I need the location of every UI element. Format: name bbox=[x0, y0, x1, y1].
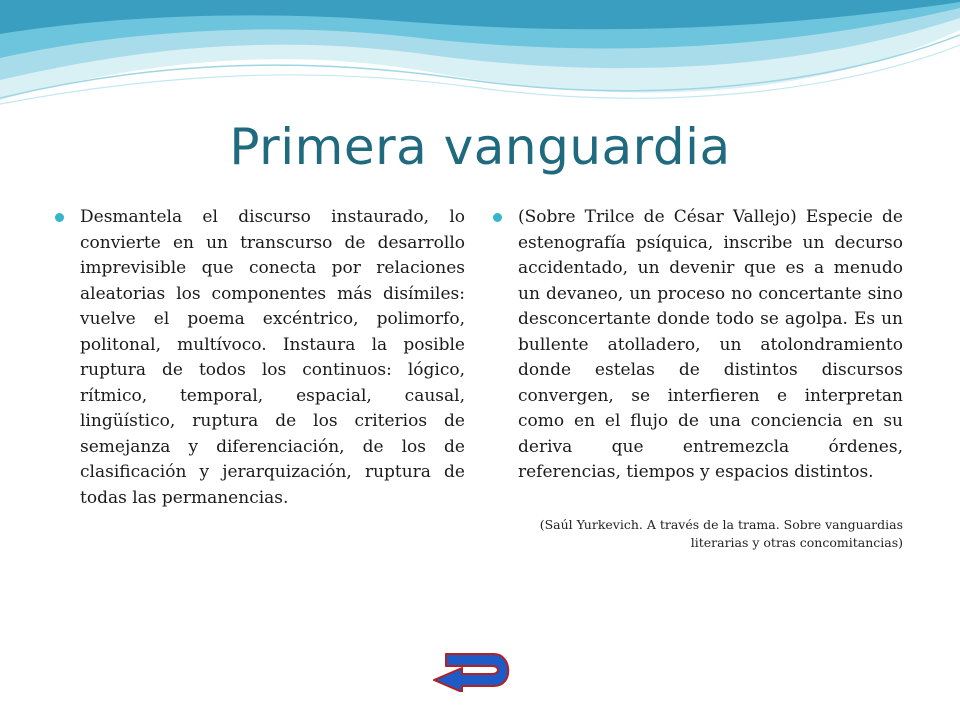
bullet-icon bbox=[493, 213, 502, 222]
u-turn-back-arrow-icon[interactable] bbox=[432, 648, 518, 692]
bullet-icon bbox=[55, 213, 64, 222]
slide-title: Primera vanguardia bbox=[229, 118, 731, 176]
right-bullet-text: (Sobre Trilce de César Vallejo) Especie de estenografía psíquica, inscribe un decurso accidentado, un devenir que es a menudo un devaneo, un proceso no concertante sino desconcertante donde todo se agolpa. Es un bullente atolladero, un atolondramiento donde estelas de distintos discursos convergen, se interfieren e interpretan como en el flujo de una conciencia en su deriva que entremezcla órdenes, referencias, tiempos y espacios distintos. bbox=[518, 207, 903, 482]
left-bullet-text: Desmantela el discurso instaurado, lo convierte en un transcurso de desarrollo imprevisible que conecta por relaciones aleatorias los componentes más disímiles: vuelve el poema excéntrico, polimorfo, politonal, multívoco. Instaura la posible ruptura de todos los continuos: lógico, rítmico, temporal, espacial, causal, lingüístico, ruptura de los criterios de semejanza y diferenciación, de los de clasificación y jerarquización, ruptura de todas las permanencias. bbox=[80, 207, 465, 508]
citation: (Saúl Yurkevich. A través de la trama. Sobre vanguardias literarias y otras concomitancias) bbox=[539, 516, 903, 550]
right-column bbox=[493, 205, 903, 552]
left-column bbox=[55, 205, 465, 511]
left-bullet-item bbox=[55, 205, 465, 511]
right-bullet-item bbox=[493, 205, 903, 486]
wave-header-decoration bbox=[0, 0, 960, 130]
